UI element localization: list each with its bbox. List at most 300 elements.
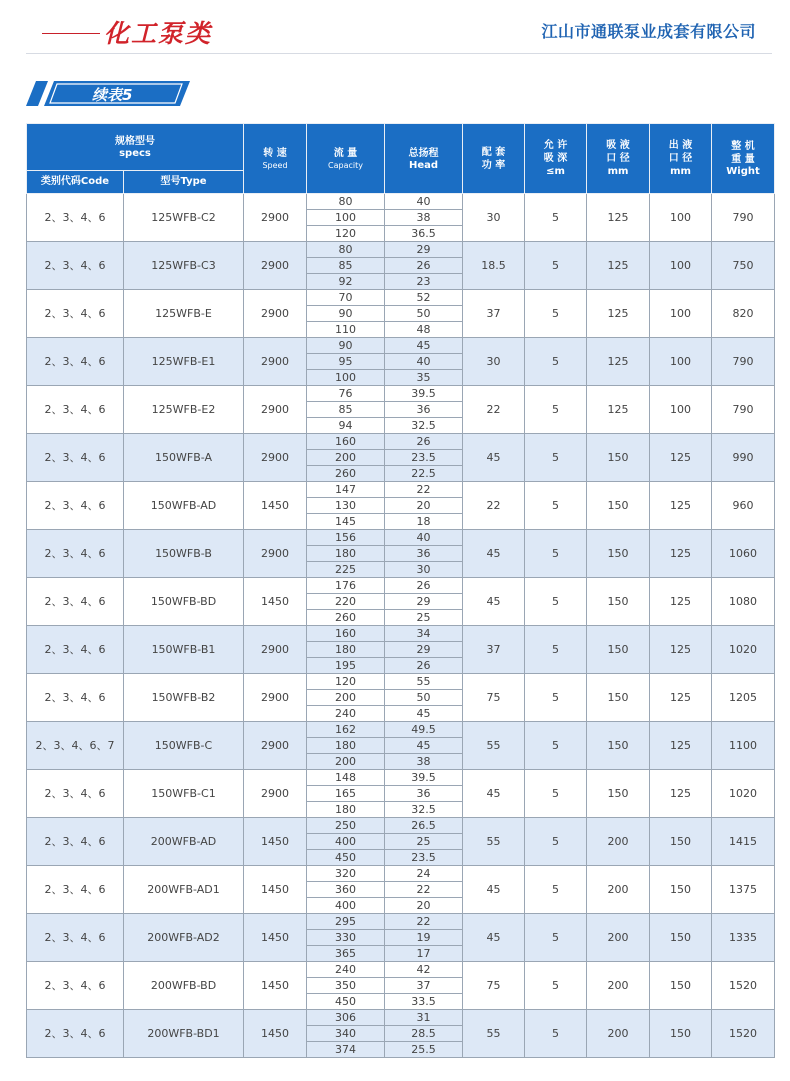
capacity-cell: 160 [307, 434, 385, 450]
head-cell: 31 [385, 1010, 463, 1026]
model-type-cell: 125WFB-E1 [124, 338, 244, 386]
weight-cell: 790 [712, 386, 775, 434]
power-cell: 55 [463, 1010, 525, 1058]
head-header: 总扬程 Head [385, 124, 463, 194]
weight-cell: 750 [712, 242, 775, 290]
head-cell: 26 [385, 434, 463, 450]
model-type-cell: 200WFB-AD [124, 818, 244, 866]
head-cell: 45 [385, 738, 463, 754]
suction-depth-cell: 5 [525, 482, 587, 530]
head-cell: 39.5 [385, 386, 463, 402]
suction-depth-cell: 5 [525, 242, 587, 290]
model-type-cell: 150WFB-BD [124, 578, 244, 626]
capacity-cell: 95 [307, 354, 385, 370]
head-cell: 28.5 [385, 1026, 463, 1042]
table-row [27, 770, 775, 786]
suction-depth-cell: 5 [525, 1010, 587, 1058]
capacity-cell: 120 [307, 226, 385, 242]
capacity-cell: 350 [307, 978, 385, 994]
capacity-cell: 162 [307, 722, 385, 738]
capacity-cell: 200 [307, 754, 385, 770]
model-group [27, 1010, 775, 1058]
power-cell: 45 [463, 914, 525, 962]
category-code-cell: 2、3、4、6 [27, 386, 124, 434]
table-row [27, 290, 775, 306]
suction-depth-cell: 5 [525, 530, 587, 578]
speed-cell: 2900 [244, 386, 307, 434]
head-cell: 20 [385, 498, 463, 514]
outlet-diameter-cell: 150 [650, 818, 712, 866]
company-name: 江山市通联泵业成套有限公司 [541, 22, 756, 41]
outlet-diameter-cell: 125 [650, 626, 712, 674]
model-group [27, 482, 775, 530]
model-type-cell: 200WFB-AD1 [124, 866, 244, 914]
model-group [27, 674, 775, 722]
head-cell: 29 [385, 242, 463, 258]
outlet-diameter-header: 出 液 口 径 mm [650, 124, 712, 194]
weight-cell: 820 [712, 290, 775, 338]
head-cell: 40 [385, 194, 463, 210]
power-cell: 55 [463, 722, 525, 770]
header-divider [26, 53, 772, 54]
head-cell: 37 [385, 978, 463, 994]
capacity-cell: 240 [307, 962, 385, 978]
type-header: 型号Type [124, 171, 244, 194]
capacity-cell: 94 [307, 418, 385, 434]
head-cell: 40 [385, 530, 463, 546]
outlet-diameter-cell: 150 [650, 914, 712, 962]
capacity-cell: 260 [307, 610, 385, 626]
head-cell: 40 [385, 354, 463, 370]
capacity-cell: 220 [307, 594, 385, 610]
suction-depth-cell: 5 [525, 674, 587, 722]
head-cell: 23 [385, 274, 463, 290]
capacity-cell: 180 [307, 642, 385, 658]
head-cell: 23.5 [385, 450, 463, 466]
power-cell: 22 [463, 482, 525, 530]
capacity-header: 流 量 Capacity [307, 124, 385, 194]
speed-cell: 2900 [244, 290, 307, 338]
head-cell: 35 [385, 370, 463, 386]
head-cell: 24 [385, 866, 463, 882]
weight-cell: 1020 [712, 626, 775, 674]
capacity-cell: 145 [307, 514, 385, 530]
power-cell: 30 [463, 194, 525, 242]
category-code-cell: 2、3、4、6 [27, 578, 124, 626]
model-group [27, 722, 775, 770]
table-row [27, 242, 775, 258]
capacity-cell: 260 [307, 466, 385, 482]
suction-depth-cell: 5 [525, 578, 587, 626]
capacity-cell: 70 [307, 290, 385, 306]
head-cell: 25.5 [385, 1042, 463, 1058]
outlet-diameter-cell: 125 [650, 530, 712, 578]
suction-depth-cell: 5 [525, 914, 587, 962]
outlet-diameter-cell: 125 [650, 578, 712, 626]
model-type-cell: 125WFB-C3 [124, 242, 244, 290]
section-banner [26, 81, 190, 106]
capacity-cell: 250 [307, 818, 385, 834]
head-cell: 45 [385, 706, 463, 722]
capacity-cell: 360 [307, 882, 385, 898]
suction-diameter-cell: 150 [587, 674, 650, 722]
capacity-cell: 374 [307, 1042, 385, 1058]
weight-cell: 1060 [712, 530, 775, 578]
capacity-cell: 92 [307, 274, 385, 290]
capacity-cell: 80 [307, 242, 385, 258]
model-group [27, 914, 775, 962]
speed-cell: 2900 [244, 770, 307, 818]
capacity-cell: 85 [307, 258, 385, 274]
model-type-cell: 150WFB-C [124, 722, 244, 770]
suction-depth-cell: 5 [525, 866, 587, 914]
head-cell: 29 [385, 594, 463, 610]
table-row [27, 434, 775, 450]
category-code-cell: 2、3、4、6 [27, 914, 124, 962]
head-cell: 26 [385, 658, 463, 674]
table-row [27, 338, 775, 354]
table-row [27, 530, 775, 546]
category-code-cell: 2、3、4、6 [27, 530, 124, 578]
table-row [27, 578, 775, 594]
model-group [27, 386, 775, 434]
head-cell: 32.5 [385, 418, 463, 434]
model-group [27, 818, 775, 866]
capacity-cell: 450 [307, 994, 385, 1010]
outlet-diameter-cell: 100 [650, 194, 712, 242]
table-row [27, 674, 775, 690]
model-group [27, 866, 775, 914]
table-row [27, 194, 775, 210]
head-cell: 36 [385, 786, 463, 802]
suction-diameter-cell: 200 [587, 962, 650, 1010]
outlet-diameter-cell: 125 [650, 770, 712, 818]
outlet-diameter-cell: 125 [650, 482, 712, 530]
power-cell: 30 [463, 338, 525, 386]
suction-depth-cell: 5 [525, 290, 587, 338]
head-cell: 39.5 [385, 770, 463, 786]
model-type-cell: 200WFB-BD1 [124, 1010, 244, 1058]
model-type-cell: 150WFB-B2 [124, 674, 244, 722]
category-code-cell: 2、3、4、6 [27, 866, 124, 914]
head-cell: 49.5 [385, 722, 463, 738]
speed-cell: 1450 [244, 1010, 307, 1058]
suction-diameter-cell: 150 [587, 578, 650, 626]
outlet-diameter-cell: 150 [650, 962, 712, 1010]
model-type-cell: 150WFB-B1 [124, 626, 244, 674]
capacity-cell: 130 [307, 498, 385, 514]
head-cell: 50 [385, 306, 463, 322]
capacity-cell: 147 [307, 482, 385, 498]
power-cell: 37 [463, 290, 525, 338]
model-type-cell: 125WFB-C2 [124, 194, 244, 242]
category-code-cell: 2、3、4、6 [27, 434, 124, 482]
suction-diameter-header: 吸 液 口 径 mm [587, 124, 650, 194]
model-group [27, 770, 775, 818]
head-cell: 30 [385, 562, 463, 578]
head-cell: 36 [385, 402, 463, 418]
capacity-cell: 110 [307, 322, 385, 338]
capacity-cell: 306 [307, 1010, 385, 1026]
model-type-cell: 125WFB-E [124, 290, 244, 338]
speed-cell: 2900 [244, 242, 307, 290]
specs-header: 规格型号 specs [27, 124, 244, 171]
capacity-cell: 330 [307, 930, 385, 946]
head-cell: 22 [385, 914, 463, 930]
speed-cell: 2900 [244, 434, 307, 482]
head-cell: 26 [385, 258, 463, 274]
head-cell: 36.5 [385, 226, 463, 242]
suction-depth-cell: 5 [525, 434, 587, 482]
power-cell: 55 [463, 818, 525, 866]
weight-cell: 1100 [712, 722, 775, 770]
category-code-cell: 2、3、4、6 [27, 1010, 124, 1058]
suction-depth-cell: 5 [525, 962, 587, 1010]
outlet-diameter-cell: 125 [650, 434, 712, 482]
weight-cell: 1205 [712, 674, 775, 722]
head-cell: 29 [385, 642, 463, 658]
category-code-cell: 2、3、4、6 [27, 338, 124, 386]
table-header [27, 124, 775, 194]
suction-depth-cell: 5 [525, 722, 587, 770]
outlet-diameter-cell: 125 [650, 722, 712, 770]
suction-diameter-cell: 200 [587, 866, 650, 914]
suction-depth-cell: 5 [525, 386, 587, 434]
suction-diameter-cell: 125 [587, 290, 650, 338]
head-cell: 36 [385, 546, 463, 562]
capacity-cell: 100 [307, 370, 385, 386]
power-cell: 45 [463, 530, 525, 578]
outlet-diameter-cell: 150 [650, 1010, 712, 1058]
head-cell: 25 [385, 834, 463, 850]
capacity-cell: 76 [307, 386, 385, 402]
suction-depth-cell: 5 [525, 338, 587, 386]
capacity-cell: 148 [307, 770, 385, 786]
suction-diameter-cell: 150 [587, 482, 650, 530]
capacity-cell: 180 [307, 546, 385, 562]
speed-cell: 2900 [244, 722, 307, 770]
power-cell: 75 [463, 962, 525, 1010]
weight-cell: 1375 [712, 866, 775, 914]
model-type-cell: 150WFB-A [124, 434, 244, 482]
model-group [27, 242, 775, 290]
speed-cell: 1450 [244, 482, 307, 530]
capacity-cell: 240 [307, 706, 385, 722]
table-row [27, 1010, 775, 1026]
speed-cell: 1450 [244, 866, 307, 914]
model-group [27, 194, 775, 242]
capacity-cell: 320 [307, 866, 385, 882]
pump-spec-table [26, 123, 775, 1058]
weight-cell: 1020 [712, 770, 775, 818]
capacity-cell: 195 [307, 658, 385, 674]
table-row [27, 482, 775, 498]
head-cell: 17 [385, 946, 463, 962]
section-title: 续表5 [92, 86, 133, 104]
category-code-cell: 2、3、4、6、7 [27, 722, 124, 770]
brand-title: 化工泵类 [104, 19, 213, 48]
capacity-cell: 180 [307, 738, 385, 754]
category-code-cell: 2、3、4、6 [27, 290, 124, 338]
speed-cell: 2900 [244, 674, 307, 722]
capacity-cell: 156 [307, 530, 385, 546]
capacity-cell: 450 [307, 850, 385, 866]
suction-diameter-cell: 150 [587, 434, 650, 482]
table-row [27, 818, 775, 834]
category-code-cell: 2、3、4、6 [27, 770, 124, 818]
speed-cell: 1450 [244, 818, 307, 866]
power-cell: 45 [463, 434, 525, 482]
code-header: 类别代码Code [27, 171, 124, 194]
capacity-cell: 160 [307, 626, 385, 642]
table-row [27, 386, 775, 402]
category-code-cell: 2、3、4、6 [27, 194, 124, 242]
suction-depth-cell: 5 [525, 770, 587, 818]
capacity-cell: 100 [307, 210, 385, 226]
speed-cell: 2900 [244, 194, 307, 242]
speed-cell: 2900 [244, 338, 307, 386]
speed-cell: 1450 [244, 578, 307, 626]
outlet-diameter-cell: 100 [650, 290, 712, 338]
head-cell: 19 [385, 930, 463, 946]
head-cell: 42 [385, 962, 463, 978]
capacity-cell: 80 [307, 194, 385, 210]
weight-cell: 790 [712, 338, 775, 386]
model-type-cell: 200WFB-BD [124, 962, 244, 1010]
category-code-cell: 2、3、4、6 [27, 818, 124, 866]
head-cell: 45 [385, 338, 463, 354]
suction-diameter-cell: 150 [587, 626, 650, 674]
head-cell: 22 [385, 882, 463, 898]
weight-cell: 960 [712, 482, 775, 530]
category-code-cell: 2、3、4、6 [27, 626, 124, 674]
weight-header: 整 机 重 量 Wight [712, 124, 775, 194]
suction-depth-cell: 5 [525, 626, 587, 674]
head-cell: 33.5 [385, 994, 463, 1010]
suction-depth-cell: 5 [525, 194, 587, 242]
head-cell: 38 [385, 754, 463, 770]
head-cell: 23.5 [385, 850, 463, 866]
head-cell: 25 [385, 610, 463, 626]
suction-diameter-cell: 200 [587, 818, 650, 866]
capacity-cell: 85 [307, 402, 385, 418]
suction-diameter-cell: 125 [587, 242, 650, 290]
power-cell: 45 [463, 770, 525, 818]
suction-depth-header: 允 许 吸 深 ≤m [525, 124, 587, 194]
head-cell: 26.5 [385, 818, 463, 834]
model-type-cell: 150WFB-AD [124, 482, 244, 530]
power-cell: 18.5 [463, 242, 525, 290]
power-cell: 37 [463, 626, 525, 674]
capacity-cell: 176 [307, 578, 385, 594]
table-row [27, 914, 775, 930]
model-type-cell: 200WFB-AD2 [124, 914, 244, 962]
suction-diameter-cell: 150 [587, 530, 650, 578]
table-row [27, 962, 775, 978]
suction-diameter-cell: 125 [587, 194, 650, 242]
power-cell: 45 [463, 578, 525, 626]
outlet-diameter-cell: 100 [650, 338, 712, 386]
table-row [27, 722, 775, 738]
head-cell: 50 [385, 690, 463, 706]
speed-cell: 1450 [244, 914, 307, 962]
speed-cell: 2900 [244, 626, 307, 674]
power-cell: 45 [463, 866, 525, 914]
head-cell: 22 [385, 482, 463, 498]
outlet-diameter-cell: 150 [650, 866, 712, 914]
model-group [27, 962, 775, 1010]
speed-cell: 2900 [244, 530, 307, 578]
model-group [27, 338, 775, 386]
weight-cell: 990 [712, 434, 775, 482]
capacity-cell: 120 [307, 674, 385, 690]
capacity-cell: 180 [307, 802, 385, 818]
category-code-cell: 2、3、4、6 [27, 242, 124, 290]
suction-diameter-cell: 125 [587, 386, 650, 434]
head-cell: 52 [385, 290, 463, 306]
weight-cell: 1520 [712, 1010, 775, 1058]
power-header: 配 套 功 率 [463, 124, 525, 194]
table-row [27, 866, 775, 882]
table-row [27, 626, 775, 642]
weight-cell: 1335 [712, 914, 775, 962]
capacity-cell: 200 [307, 450, 385, 466]
capacity-cell: 90 [307, 306, 385, 322]
weight-cell: 1080 [712, 578, 775, 626]
head-cell: 22.5 [385, 466, 463, 482]
category-code-cell: 2、3、4、6 [27, 962, 124, 1010]
power-cell: 75 [463, 674, 525, 722]
weight-cell: 790 [712, 194, 775, 242]
model-group [27, 530, 775, 578]
model-group [27, 290, 775, 338]
suction-diameter-cell: 150 [587, 770, 650, 818]
outlet-diameter-cell: 100 [650, 386, 712, 434]
capacity-cell: 365 [307, 946, 385, 962]
model-type-cell: 150WFB-B [124, 530, 244, 578]
capacity-cell: 200 [307, 690, 385, 706]
model-type-cell: 150WFB-C1 [124, 770, 244, 818]
model-group [27, 578, 775, 626]
outlet-diameter-cell: 125 [650, 674, 712, 722]
category-code-cell: 2、3、4、6 [27, 674, 124, 722]
suction-diameter-cell: 200 [587, 914, 650, 962]
head-cell: 32.5 [385, 802, 463, 818]
weight-cell: 1415 [712, 818, 775, 866]
capacity-cell: 90 [307, 338, 385, 354]
model-group [27, 626, 775, 674]
head-cell: 18 [385, 514, 463, 530]
head-cell: 38 [385, 210, 463, 226]
head-cell: 55 [385, 674, 463, 690]
capacity-cell: 400 [307, 834, 385, 850]
capacity-cell: 165 [307, 786, 385, 802]
suction-depth-cell: 5 [525, 818, 587, 866]
capacity-cell: 400 [307, 898, 385, 914]
weight-cell: 1520 [712, 962, 775, 1010]
model-group [27, 434, 775, 482]
head-cell: 48 [385, 322, 463, 338]
suction-diameter-cell: 200 [587, 1010, 650, 1058]
category-code-cell: 2、3、4、6 [27, 482, 124, 530]
capacity-cell: 225 [307, 562, 385, 578]
power-cell: 22 [463, 386, 525, 434]
speed-cell: 1450 [244, 962, 307, 1010]
head-cell: 26 [385, 578, 463, 594]
brand-line-decoration [42, 33, 100, 34]
outlet-diameter-cell: 100 [650, 242, 712, 290]
suction-diameter-cell: 125 [587, 338, 650, 386]
